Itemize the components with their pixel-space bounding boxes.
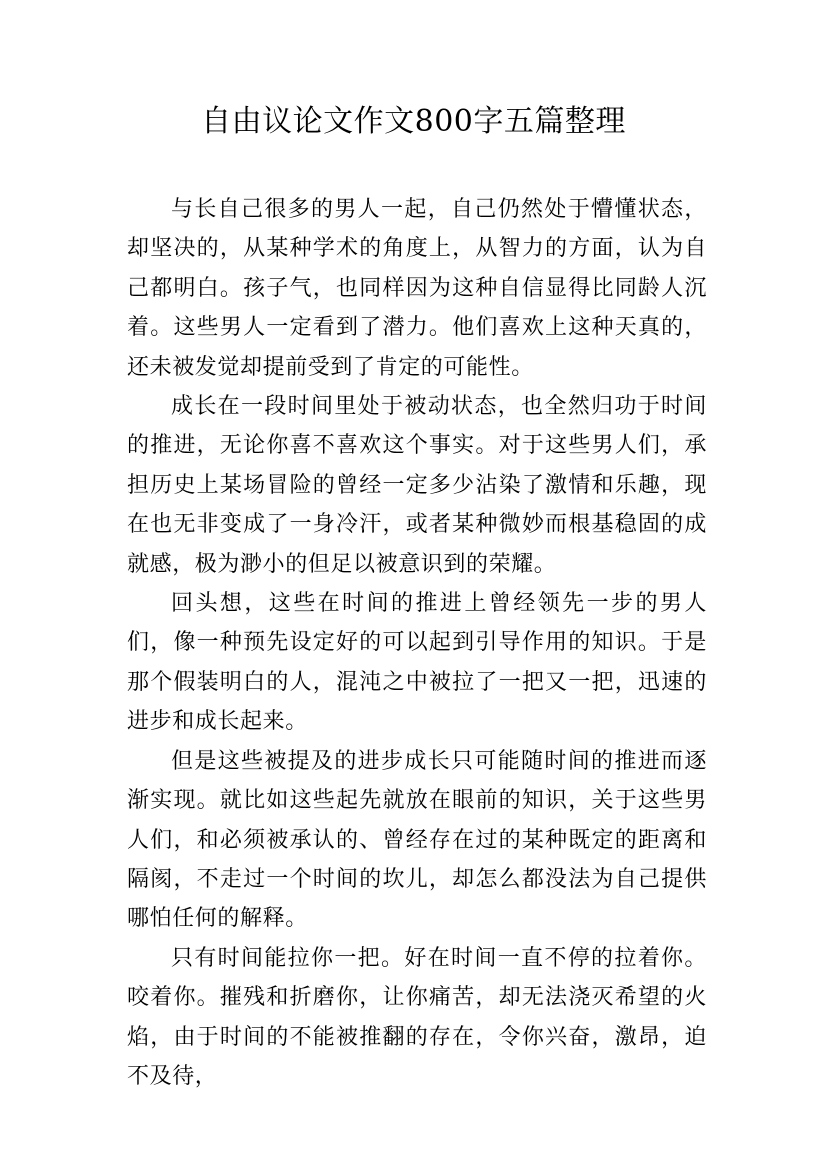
paragraph-5: 只有时间能拉你一把。好在时间一直不停的拉着你。咬着你。摧残和折磨你，让你痛苦，却无法浇灭希望的火焰，由于时间的不能被推翻的存在，令你兴奋，激昂，迫不及待， <box>127 945 707 1089</box>
paragraph-1: 与长自己很多的男人一起，自己仍然处于懵懂状态，却坚决的，从某种学术的角度上，从智力的方面，认为自己都明白。孩子气，也同样因为这种自信显得比同龄人沉着。这些男人一定看到了潜力。他们喜欢上这种天真的，还未被发觉却提前受到了肯定的可能性。 <box>127 197 707 380</box>
document-body <box>127 190 707 1096</box>
document-title: 自由议论文作文800字五篇整理 <box>201 104 626 139</box>
paragraph-2: 成长在一段时间里处于被动状态，也全然归功于时间的推进，无论你喜不喜欢这个事实。对于这些男人们，承担历史上某场冒险的曾经一定多少沾染了激情和乐趣，现在也无非变成了一身冷汗，或者某种微妙而根基稳固的成就感，极为渺小的但足以被意识到的荣耀。 <box>127 394 707 577</box>
paragraph-4: 但是这些被提及的进步成长只可能随时间的推进而逐渐实现。就比如这些起先就放在眼前的知识，关于这些男人们，和必须被承认的、曾经存在过的某种既定的距离和隔阂，不走过一个时间的坎儿，却怎么都没法为自己提供哪怕任何的解释。 <box>127 748 707 932</box>
paragraph-3: 回头想，这些在时间的推进上曾经领先一步的男人们，像一种预先设定好的可以起到引导作用的知识。于是那个假装明白的人，混沌之中被拉了一把又一把，迅速的进步和成长起来。 <box>127 591 707 735</box>
